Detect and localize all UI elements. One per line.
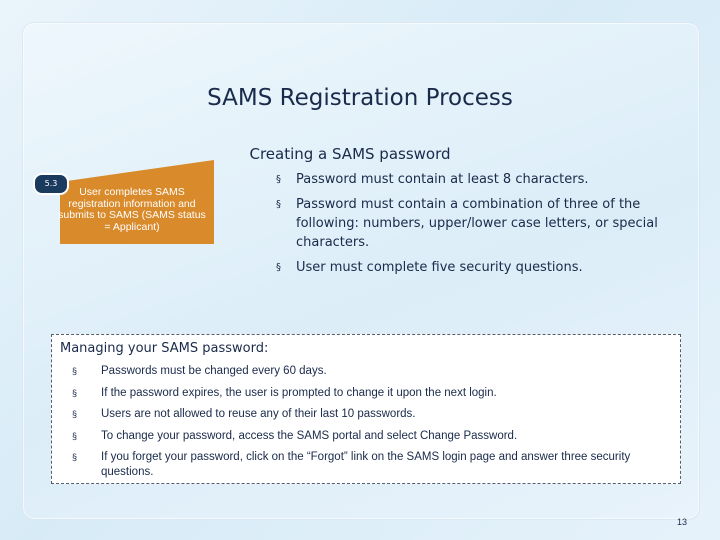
managing-item-text: Passwords must be changed every 60 days. (101, 365, 327, 377)
rule-text: Password must contain at least 8 characters. (296, 172, 589, 187)
bullet-icon: § (72, 387, 78, 398)
page-number: 13 (676, 517, 687, 527)
list-item (72, 386, 657, 401)
list-item (276, 195, 676, 252)
managing-password-box (51, 334, 681, 484)
managing-list (72, 364, 657, 487)
bullet-icon: § (72, 452, 78, 462)
password-rules-list (276, 170, 676, 283)
managing-title: Managing your SAMS password: (60, 341, 269, 356)
managing-item-text: If the password expires, the user is prompted to change it upon the next login. (101, 386, 497, 399)
step-number-badge: 5.3 (33, 173, 69, 195)
slide-title: SAMS Registration Process (207, 85, 513, 111)
bullet-icon: § (276, 262, 281, 273)
bullet-icon: § (72, 430, 78, 441)
process-step-text: User completes SAMS registration information and submits to SAMS (SAMS status = Applicant) (58, 186, 206, 233)
list-item (72, 429, 657, 444)
managing-item-text: To change your password, access the SAMS portal and select Change Password. (101, 429, 518, 442)
rule-text: User must complete five security questions. (296, 260, 583, 275)
list-item (72, 364, 657, 379)
list-item (276, 170, 676, 189)
bullet-icon: § (276, 199, 281, 210)
bullet-icon: § (72, 409, 78, 419)
bullet-icon: § (72, 366, 78, 376)
list-item (72, 407, 657, 422)
list-item (72, 450, 657, 480)
list-item (276, 258, 676, 277)
bullet-icon: § (276, 174, 281, 185)
rule-text: Password must contain a combination of three of the following: numbers, upper/lower case letters, or special characters. (296, 197, 658, 250)
managing-item-text: If you forget your password, click on the “Forgot” link on the SAMS login page and answer three security questions. (101, 451, 631, 478)
managing-item-text: Users are not allowed to reuse any of their last 10 passwords. (101, 408, 416, 420)
slide-subtitle: Creating a SAMS password (249, 145, 451, 163)
